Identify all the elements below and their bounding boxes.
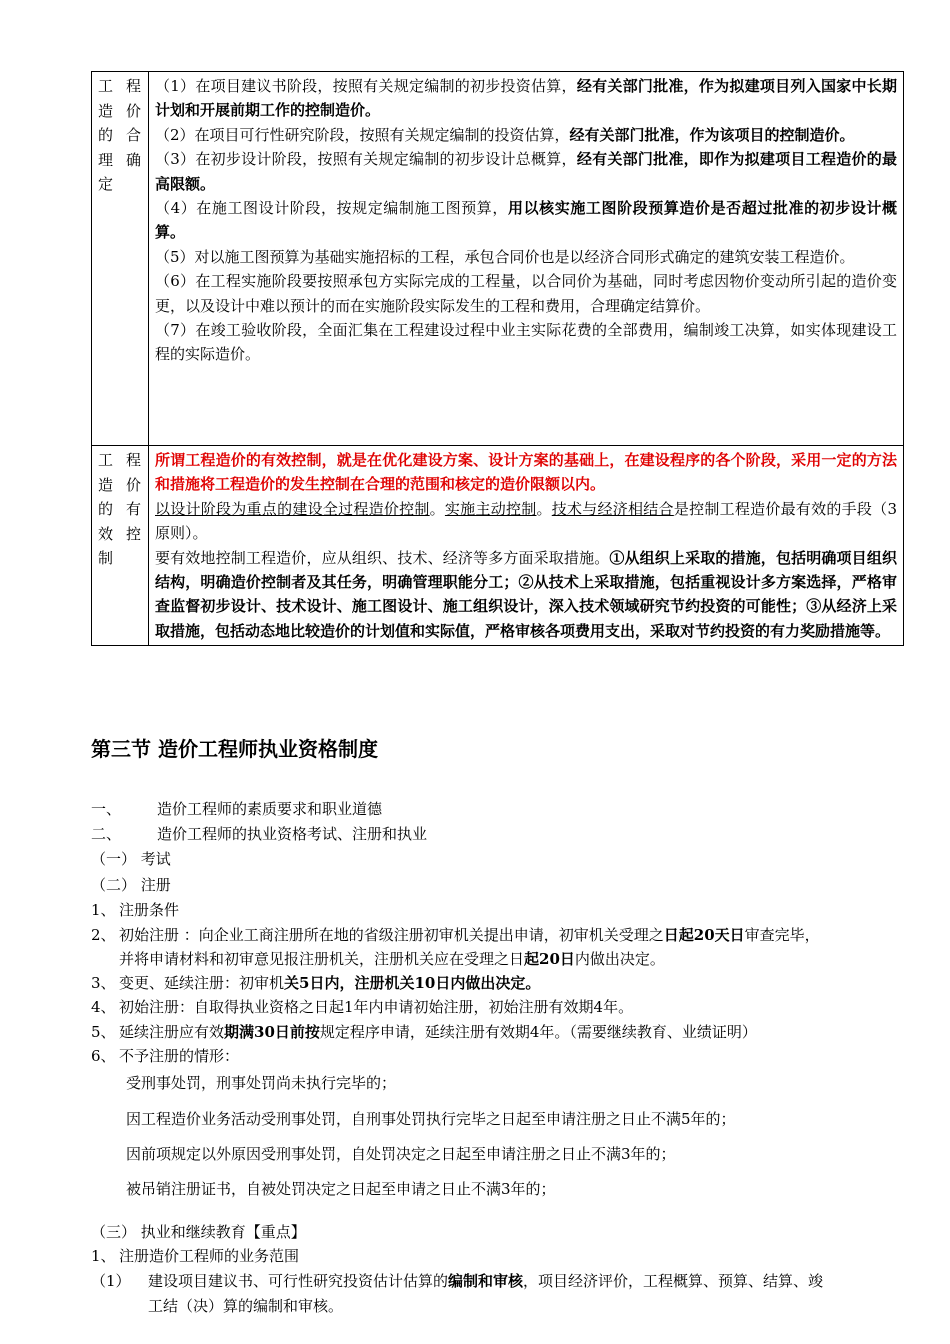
list-item: 1、 注册造价工程师的业务范围: [91, 1247, 300, 1265]
list-item: （4）在施工图设计阶段，按规定编制施工图预算，用以核实施工图阶段预算造价是否超过批准的初步设计概算。: [155, 199, 897, 242]
subheading-exam: （一） 考试: [91, 850, 171, 868]
list-item: （2）在项目可行性研究阶段，按照有关规定编制的投资估算，经有关部门批准，作为该项目的控制造价。: [155, 125, 855, 144]
list-item: （7）在竣工验收阶段，全面汇集在工程建设过程中业主实际花费的全部费用，编制竣工决算，如实体现建设工程的实际造价。: [155, 321, 897, 364]
subheading-practice: （三） 执业和继续教育【重点】: [91, 1223, 306, 1241]
subheading-registration: （二） 注册: [91, 876, 171, 894]
row-content-reasonable-determination: [149, 72, 904, 446]
heading-two: 二、 造价工程师的执业资格考试、注册和执业: [91, 825, 428, 843]
definition-text: 所谓工程造价的有效控制，就是在优化建设方案、设计方案的基础上，在建设程序的各个阶段，采用一定的方法和措施将工程造价的发生控制在合理的范围和核定的造价限额以内。: [155, 451, 897, 494]
list-item: （3）在初步设计阶段，按照有关规定编制的初步设计总概算，经有关部门批准，即作为拟建项目工程造价的最高限额。: [155, 150, 897, 193]
table-row: [92, 72, 904, 446]
condition-item: 因工程造价业务活动受刑事处罚，自刑事处罚执行完毕之日起至申请注册之日止不满5年的；: [126, 1110, 736, 1128]
row-label-effective-control: 工程造价的有效控制: [92, 446, 149, 646]
table-row: [92, 446, 904, 646]
list-item: 1、 注册条件: [91, 901, 180, 919]
list-item: 2、 初始注册 ：向企业工商注册所在地的省级注册初审机关提出申请，初审机关受理之日起20天日审查完毕，: [91, 926, 820, 944]
list-item: （6）在工程实施阶段要按照承包方实际完成的工程量，以合同价为基础，同时考虑因物价变动所引起的造价变更，以及设计中难以预计的而在实施阶段实际发生的工程和费用，合理确定结算价。: [155, 272, 897, 315]
row-content-effective-control: [149, 446, 904, 646]
list-item: 6、 不予注册的情形：: [91, 1047, 240, 1065]
condition-item: 受刑事处罚，刑事处罚尚未执行完毕的；: [126, 1074, 397, 1092]
principles-text: 以设计阶段为重点的建设全过程造价控制。实施主动控制。技术与经济相结合是控制工程造价最有效的手段（3原则）。: [155, 499, 897, 543]
list-item-continuation: 并将申请材料和初审意见报注册机关，注册机关应在受理之日起20日内做出决定。: [119, 950, 665, 968]
row-label-reasonable-determination: 工程造价的合理确定: [92, 72, 149, 446]
condition-item: 被吊销注册证书，自被处罚决定之日起至申请之日止不满3年的；: [126, 1180, 556, 1198]
list-item: 4、 初始注册：自取得执业资格之日起1年内申请初始注册，初始注册有效期4年。: [91, 998, 634, 1016]
heading-one: 一、 造价工程师的素质要求和职业道德: [91, 800, 383, 818]
list-item: 3、 变更、延续注册：初审机关5日内，注册机关10日内做出决定。: [91, 974, 541, 992]
list-item-continuation: 工结（决）算的编制和审核。: [148, 1297, 344, 1315]
condition-item: 因前项规定以外原因受刑事处罚，自处罚决定之日起至申请注册之日止不满3年的；: [126, 1145, 676, 1163]
list-item: （5）对以施工图预算为基础实施招标的工程，承包合同价也是以经济合同形式确定的建筑安装工程造价。: [155, 247, 855, 266]
cost-control-table: [91, 71, 904, 646]
list-item: （1） 建设项目建议书、可行性研究投资估计估算的编制和审核，项目经济评价，工程概算、预算、结算、竣: [91, 1272, 824, 1290]
section-title: 第三节 造价工程师执业资格制度: [91, 737, 378, 761]
list-item: （1）在项目建议书阶段，按照有关规定编制的初步投资估算，经有关部门批准，作为拟建项目列入国家中长期计划和开展前期工作的控制造价。: [155, 77, 897, 120]
measures-text: 要有效地控制工程造价，应从组织、技术、经济等多方面采取措施。①从组织上采取的措施，包括明确项目组织结构，明确造价控制者及其任务，明确管理职能分工；②从技术上采取措施，包括重视设计多方案选择，严格审查监督初步设计、技术设计、施工图设计、施工组织设计，深入技术领域研究节约投资的可能性；③从经济上采取措施，包括动态地比较造价的计划值和实际值，严格审核各项费用支出，采取对节约投资的有力奖励措施等。: [155, 548, 897, 640]
list-item: 5、 延续注册应有效期满30日前按规定程序申请，延续注册有效期4年。（需要继续教育、业绩证明）: [91, 1023, 757, 1041]
